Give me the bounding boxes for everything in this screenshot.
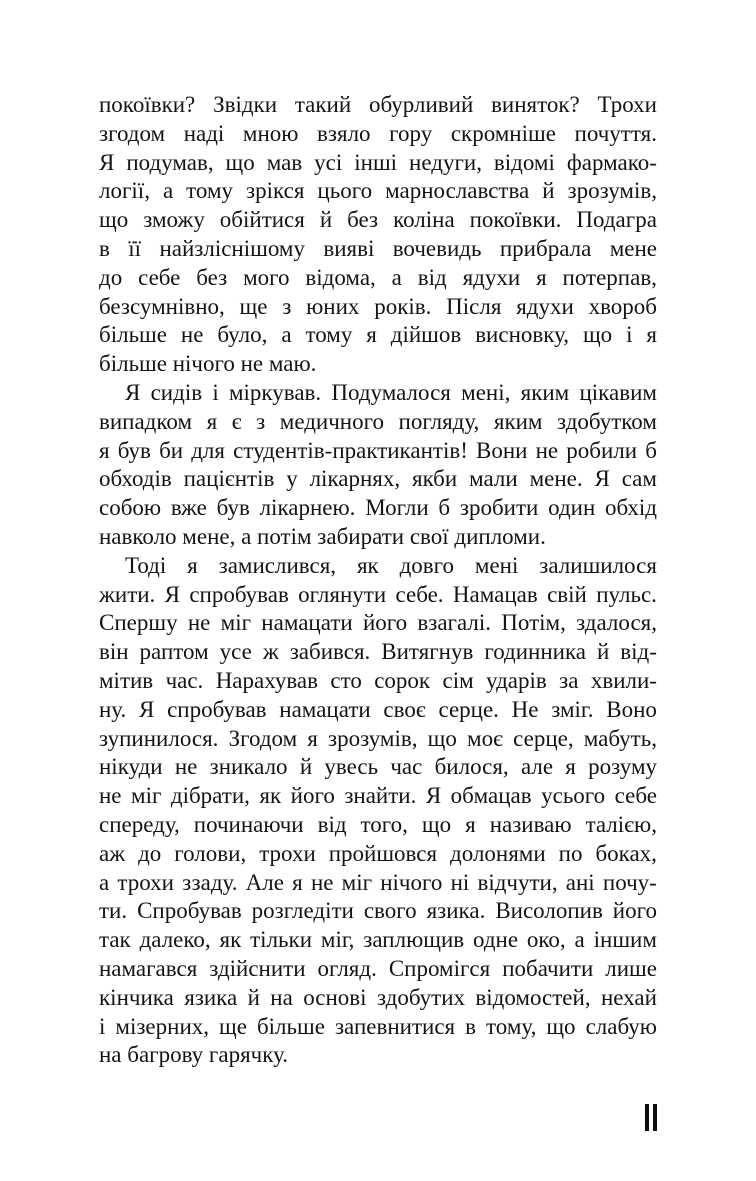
text-line: кінчика язика й на основі здобутих відомостей, нехай (99, 984, 657, 1010)
text-line: і мізерних, ще більше запевнитися в тому, що слабую (99, 1013, 657, 1039)
text-line: в її найзліснішому вияві вочевидь прибрала мене (99, 235, 657, 261)
text-line: я був би для студентів-практикантів! Вони не робили б (99, 437, 657, 463)
text-line: ну. Я спробував намацати своє серце. Не зміг. Воно (99, 696, 657, 722)
text-line: він раптом усе ж забився. Витягнув годинника й від- (99, 639, 657, 665)
page-number-glyph (645, 1104, 649, 1131)
text-line: Я подумав, що мав усі інші недуги, відомі фармако- (99, 149, 657, 175)
text-line: логії, а тому зрікся цього марнославства й зрозумів, (99, 178, 657, 204)
text-line: Тоді я замислився, як довго мені залишилося (125, 552, 657, 578)
text-line: до себе без мого відома, а від ядухи я потерпав, (99, 264, 657, 290)
text-line: навколо мене, а потім забирати свої дипломи. (99, 523, 546, 549)
text-line: обходів пацієнтів у лікарнях, якби мали мене. Я сам (99, 466, 657, 492)
text-line: згодом наді мною взяло гору скромніше почуття. (99, 120, 657, 146)
text-line: мітив час. Нарахував сто сорок сім ударів за хвили- (99, 667, 657, 693)
text-line: зупинилося. Згодом я зрозумів, що моє серце, мабуть, (99, 725, 657, 751)
text-line: аж до голови, трохи пройшовся долонями по боках, (99, 840, 657, 866)
text-line: собою вже був лікарнею. Могли б зробити один обхід (99, 495, 657, 521)
text-line: безсумнівно, ще з юних років. Після ядухи хвороб (99, 293, 657, 319)
text-line: так далеко, як тільки міг, заплющив одне око, а іншим (99, 927, 657, 953)
text-line: Спершу не міг намацати його взагалі. Потім, здалося, (99, 610, 657, 636)
text-line: покоївки? Звідки такий обурливий виняток? Трохи (99, 92, 657, 117)
text-line: жити. Я спробував оглянути себе. Намацав свій пульс. (99, 581, 657, 607)
text-line: спереду, починаючи від того, що я називаю талією, (99, 811, 657, 837)
text-line: на багрову гарячку. (99, 1042, 289, 1068)
text-line: більше нічого не маю. (99, 351, 317, 377)
text-line: випадком я є з медичного погляду, яким здобутком (99, 408, 657, 434)
text-line: що зможу обійтися й без коліна покоївки. Подагра (99, 207, 657, 233)
page-number (645, 1104, 657, 1131)
text-line: нікуди не зникало й увесь час билося, але я розуму (99, 754, 657, 780)
text-line: Я сидів і міркував. Подумалося мені, яким цікавим (125, 379, 657, 405)
text-line: а трохи ззаду. Але я не міг нічого ні відчути, ані почу- (99, 869, 657, 895)
page-text (99, 91, 657, 1070)
page-number-glyph (653, 1104, 657, 1131)
text-line: намагався здійснити огляд. Спромігся побачити лише (99, 955, 657, 981)
text-line: ти. Спробував розгледіти свого язика. Висолопив його (99, 898, 657, 924)
text-line: більше не було, а тому я дійшов висновку, що і я (99, 322, 657, 348)
text-line: не міг дібрати, як його знайти. Я обмацав усього себе (99, 783, 657, 809)
